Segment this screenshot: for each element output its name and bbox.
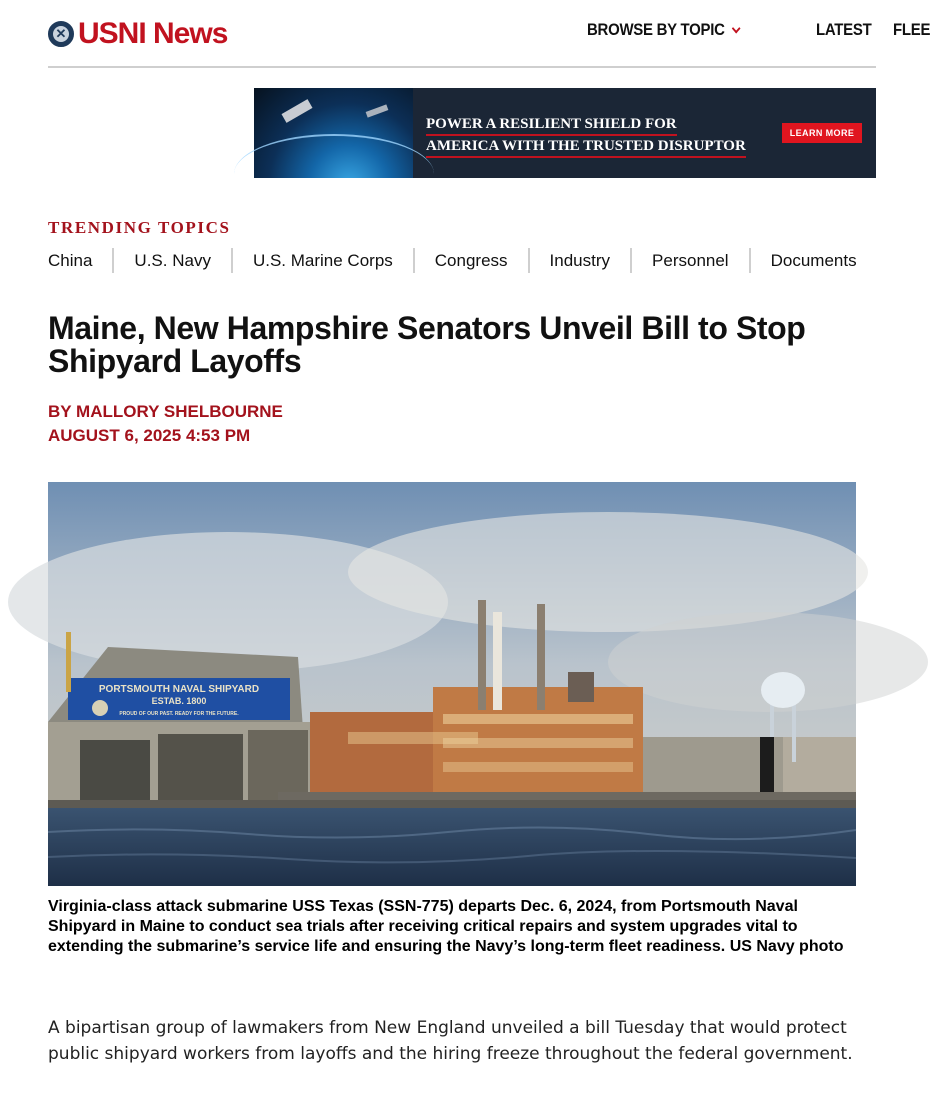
nav-fleet[interactable]: FLEE: [893, 20, 930, 39]
ad-line-1: POWER A RESILIENT SHIELD FOR: [426, 114, 677, 136]
main-nav: [587, 20, 930, 40]
topic-congress[interactable]: Congress: [413, 248, 528, 273]
ad-banner[interactable]: [254, 88, 876, 178]
logo-text: USNI News: [78, 17, 228, 50]
article-date: AUGUST 6, 2025 4:53 PM: [48, 426, 251, 445]
ad-earth-image: [254, 88, 413, 178]
site-header: [48, 0, 930, 68]
ad-line-2: AMERICA WITH THE TRUSTED DISRUPTOR: [426, 136, 746, 158]
satellite-icon: [282, 99, 313, 123]
sign-line-3: PROUD OF OUR PAST. READY FOR THE FUTURE.: [119, 711, 239, 717]
chevron-down-icon: [732, 23, 741, 33]
article-author[interactable]: BY MALLORY SHELBOURNE: [48, 402, 283, 421]
photo-caption: Virginia-class attack submarine USS Texas (SSN-775) departs Dec. 6, 2024, from Portsmouth Naval Shipyard in Maine to conduct sea trials after receiving critical repairs and system upgrades vital to extending the submarine’s service life and ensuring the Navy’s long-term fleet readiness. US Navy photo: [48, 898, 844, 955]
topic-us-marine-corps[interactable]: U.S. Marine Corps: [231, 248, 413, 273]
nav-browse-by-topic[interactable]: [587, 20, 740, 40]
nav-browse-label: BROWSE BY TOPIC: [587, 20, 725, 39]
topic-us-navy[interactable]: U.S. Navy: [112, 248, 231, 273]
nav-latest[interactable]: LATEST: [816, 20, 872, 39]
topic-china[interactable]: China: [48, 251, 93, 270]
article-photo: [48, 482, 856, 886]
trending-topics-label: TRENDING TOPICS: [48, 218, 231, 237]
ad-headline: [426, 114, 746, 158]
sign-line-1: PORTSMOUTH NAVAL SHIPYARD: [98, 684, 260, 695]
sign-line-2: ESTAB. 1800: [151, 696, 207, 706]
article-headline: Maine, New Hampshire Senators Unveil Bill to Stop Shipyard Layoffs: [48, 310, 806, 379]
article-body-paragraph: A bipartisan group of lawmakers from New England unveiled a bill Tuesday that would protect public shipyard workers from layoffs and the hiring freeze throughout the federal government.: [48, 1018, 853, 1064]
usni-seal-icon: [48, 21, 74, 47]
article-meta: [48, 400, 283, 448]
ad-learn-more-button[interactable]: LEARN MORE: [782, 123, 862, 143]
satellite-icon: [366, 104, 389, 117]
topic-personnel[interactable]: Personnel: [630, 248, 749, 273]
trending-topics-list: [48, 248, 877, 273]
site-logo[interactable]: [48, 14, 227, 54]
topic-documents[interactable]: Documents: [749, 248, 877, 273]
topic-industry[interactable]: Industry: [528, 248, 630, 273]
